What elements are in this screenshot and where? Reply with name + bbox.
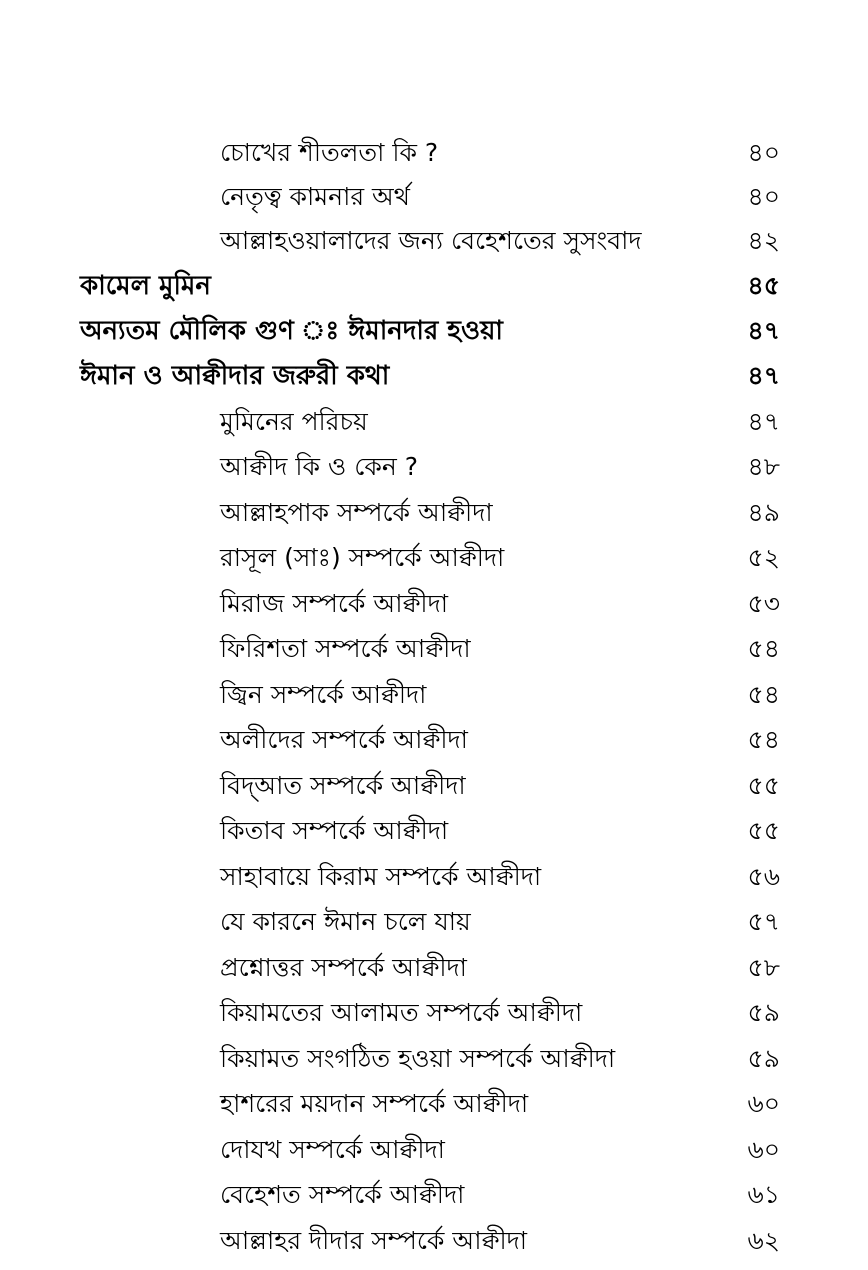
toc-entry-page: ৫৭ bbox=[747, 907, 780, 936]
toc-entry bbox=[0, 582, 868, 626]
toc-entry-page: ৫৪ bbox=[747, 725, 780, 754]
toc-entry-title: আক্বীদ কি ও কেন ? bbox=[220, 452, 419, 481]
toc-entry bbox=[0, 946, 868, 990]
toc-section-page: ৪৭ bbox=[747, 361, 780, 390]
toc-entry-page: ৪৭ bbox=[747, 407, 780, 436]
toc-entry-title: নেতৃত্ব কামনার অর্থ bbox=[220, 182, 410, 211]
toc-entry-page: ৫৯ bbox=[747, 1044, 780, 1073]
toc-entry-title: জ্বিন সম্পর্কে আক্বীদা bbox=[220, 680, 427, 709]
toc-section-page: ৪৭ bbox=[747, 316, 780, 345]
toc-section-heading bbox=[0, 354, 868, 398]
toc-entry bbox=[0, 673, 868, 717]
toc-entry-title: হাশরের ময়দান সম্পর্কে আক্বীদা bbox=[220, 1089, 529, 1118]
toc-entry-page: ৫৬ bbox=[747, 862, 780, 891]
toc-section-page: ৪৫ bbox=[747, 271, 780, 300]
toc-entry-title: ফিরিশতা সম্পর্কে আক্বীদা bbox=[220, 634, 471, 663]
toc-entry-title: চোখের শীতলতা কি ? bbox=[220, 138, 439, 167]
toc-entry-page: ৬২ bbox=[747, 1226, 780, 1255]
toc-entry-page: ৬০ bbox=[747, 1089, 780, 1118]
toc-entry-title: যে কারনে ঈমান চলে যায় bbox=[220, 907, 471, 936]
toc-entry-title: আল্লাহর দীদার সম্পর্কে আক্বীদা bbox=[220, 1226, 528, 1255]
toc-entry-title: বেহেশত সম্পর্কে আক্বীদা bbox=[220, 1180, 465, 1209]
toc-section-title: ঈমান ও আক্বীদার জরুরী কথা bbox=[80, 361, 390, 391]
toc-section-title: অন্যতম মৌলিক গুণ ঃ ঈমানদার হওয়া bbox=[80, 316, 503, 346]
toc-entry bbox=[0, 855, 868, 899]
toc-entry-page: ৪০ bbox=[747, 138, 780, 167]
toc-entry bbox=[0, 991, 868, 1035]
toc-entry-page: ৪২ bbox=[747, 226, 780, 255]
toc-entry-title: সাহাবায়ে কিরাম সম্পর্কে আক্বীদা bbox=[220, 862, 542, 891]
toc-entry-title: প্রশ্নোত্তর সম্পর্কে আক্বীদা bbox=[220, 953, 467, 982]
toc-entry bbox=[0, 445, 868, 489]
toc-entry-title: অলীদের সম্পর্কে আক্বীদা bbox=[220, 725, 468, 754]
toc-entry bbox=[0, 1128, 868, 1172]
toc-entry bbox=[0, 1219, 868, 1263]
toc-entry bbox=[0, 1173, 868, 1217]
toc-entry-page: ৪৮ bbox=[747, 452, 780, 481]
toc-entry bbox=[0, 536, 868, 580]
toc-entry-page: ৪০ bbox=[747, 182, 780, 211]
toc-entry-title: মুমিনের পরিচয় bbox=[220, 407, 368, 436]
toc-entry-title: কিয়ামত সংগঠিত হওয়া সম্পর্কে আক্বীদা bbox=[220, 1044, 616, 1073]
toc-entry-title: রাসূল (সাঃ) সম্পর্কে আক্বীদা bbox=[220, 543, 505, 572]
toc-entry-page: ৫৯ bbox=[747, 998, 780, 1027]
toc-entry bbox=[0, 627, 868, 671]
toc-entry-page: ৫৩ bbox=[747, 589, 780, 618]
toc-entry-title: আল্লাহওয়ালাদের জন্য বেহেশতের সুসংবাদ bbox=[220, 226, 642, 255]
toc-entry-page: ৫৫ bbox=[747, 771, 780, 800]
toc-entry bbox=[0, 131, 868, 175]
toc-entry bbox=[0, 1082, 868, 1126]
toc-entry-title: কিয়ামতের আলামত সম্পর্কে আক্বীদা bbox=[220, 998, 583, 1027]
toc-entry bbox=[0, 764, 868, 808]
toc-entry-page: ৪৯ bbox=[747, 498, 780, 527]
toc-entry-page: ৫৪ bbox=[747, 680, 780, 709]
toc-entry bbox=[0, 219, 868, 263]
toc-entry-title: মিরাজ সম্পর্কে আক্বীদা bbox=[220, 589, 448, 618]
toc-entry bbox=[0, 900, 868, 944]
toc-section-heading bbox=[0, 309, 868, 353]
toc-entry-page: ৬০ bbox=[747, 1135, 780, 1164]
toc-entry-title: কিতাব সম্পর্কে আক্বীদা bbox=[220, 816, 449, 845]
toc-entry-page: ৫৮ bbox=[747, 953, 780, 982]
toc-entry bbox=[0, 175, 868, 219]
toc-entry-title: বিদ্‌আত সম্পর্কে আক্বীদা bbox=[220, 771, 466, 800]
toc-entry bbox=[0, 491, 868, 535]
toc-entry-title: দোযখ সম্পর্কে আক্বীদা bbox=[220, 1135, 445, 1164]
toc-entry bbox=[0, 718, 868, 762]
toc-entry-page: ৫২ bbox=[747, 543, 780, 572]
toc-entry-page: ৬১ bbox=[747, 1180, 780, 1209]
toc-entry-page: ৫৫ bbox=[747, 816, 780, 845]
toc-section-heading bbox=[0, 264, 868, 308]
toc-section-title: কামেল মুমিন bbox=[80, 271, 211, 301]
toc-entry bbox=[0, 809, 868, 853]
toc-entry-page: ৫৪ bbox=[747, 634, 780, 663]
toc-entry bbox=[0, 1037, 868, 1081]
toc-entry bbox=[0, 400, 868, 444]
toc-entry-title: আল্লাহপাক সম্পর্কে আক্বীদা bbox=[220, 498, 493, 527]
